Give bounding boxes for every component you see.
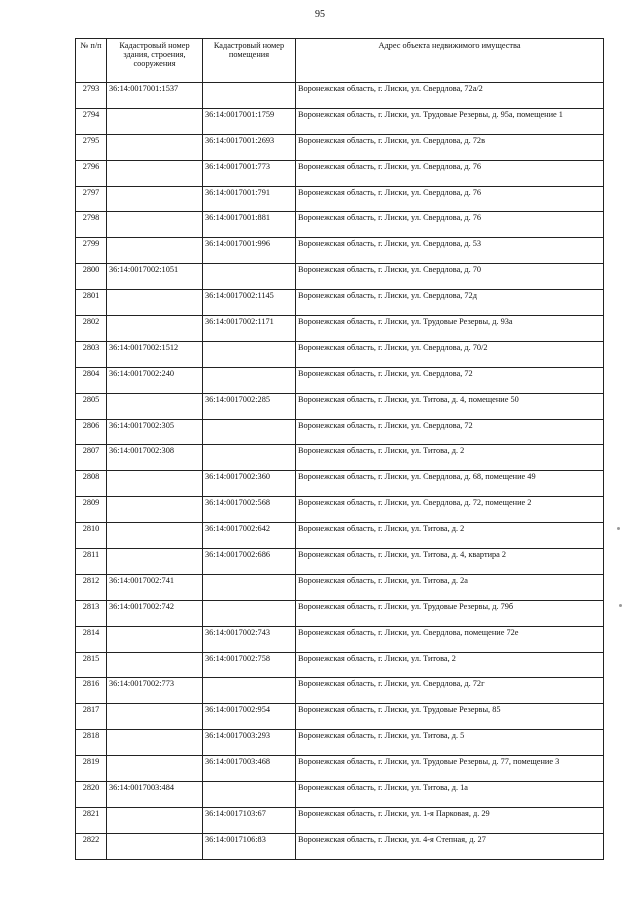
premises-cadastral-cell: 36:14:0017002:360 [203,471,296,497]
address-cell: Воронежская область, г. Лиски, ул. Трудовые Резервы, 85 [296,704,604,730]
building-cadastral-cell [107,549,203,575]
premises-cadastral-cell [203,264,296,290]
table-header-row [76,39,604,83]
building-cadastral-cell [107,238,203,264]
building-cadastral-cell [107,833,203,859]
address-cell: Воронежская область, г. Лиски, ул. Титова, 2 [296,652,604,678]
address-cell: Воронежская область, г. Лиски, ул. Свердлова, 72а/2 [296,83,604,109]
row-number-cell: 2802 [76,316,107,342]
premises-cadastral-cell: 36:14:0017002:954 [203,704,296,730]
row-number-cell: 2822 [76,833,107,859]
building-cadastral-cell [107,290,203,316]
address-cell: Воронежская область, г. Лиски, ул. Трудовые Резервы, д. 77, помещение 3 [296,756,604,782]
building-cadastral-cell [107,186,203,212]
row-number-cell: 2819 [76,756,107,782]
building-cadastral-cell [107,160,203,186]
row-number-cell: 2816 [76,678,107,704]
table-row [76,574,604,600]
building-cadastral-cell [107,523,203,549]
building-cadastral-cell [107,730,203,756]
table-row [76,600,604,626]
table-row [76,341,604,367]
address-cell: Воронежская область, г. Лиски, ул. Трудовые Резервы, д. 95а, помещение 1 [296,108,604,134]
row-number-cell: 2801 [76,290,107,316]
premises-cadastral-cell: 36:14:0017002:285 [203,393,296,419]
building-cadastral-cell: 36:14:0017002:742 [107,600,203,626]
table-row [76,626,604,652]
building-cadastral-cell [107,471,203,497]
address-cell: Воронежская область, г. Лиски, ул. Титова, д. 4, помещение 50 [296,393,604,419]
building-cadastral-cell: 36:14:0017002:773 [107,678,203,704]
header-address: Адрес объекта недвижимого имущества [296,39,604,83]
premises-cadastral-cell: 36:14:0017103:67 [203,807,296,833]
row-number-cell: 2793 [76,83,107,109]
premises-cadastral-cell [203,341,296,367]
address-cell: Воронежская область, г. Лиски, ул. Свердлова, 72 [296,419,604,445]
address-cell: Воронежская область, г. Лиски, ул. Титова, д. 5 [296,730,604,756]
table-row [76,419,604,445]
address-cell: Воронежская область, г. Лиски, ул. Свердлова, д. 72г [296,678,604,704]
premises-cadastral-cell: 36:14:0017003:293 [203,730,296,756]
premises-cadastral-cell: 36:14:0017001:791 [203,186,296,212]
address-cell: Воронежская область, г. Лиски, ул. Свердлова, д. 76 [296,186,604,212]
address-cell: Воронежская область, г. Лиски, ул. 1-я Парковая, д. 29 [296,807,604,833]
table-row [76,807,604,833]
page-number: 95 [315,9,325,20]
building-cadastral-cell: 36:14:0017002:305 [107,419,203,445]
address-cell: Воронежская область, г. Лиски, ул. Титова, д. 2 [296,523,604,549]
row-number-cell: 2815 [76,652,107,678]
table-row [76,730,604,756]
table-row [76,704,604,730]
row-number-cell: 2805 [76,393,107,419]
row-number-cell: 2803 [76,341,107,367]
table-row [76,367,604,393]
row-number-cell: 2817 [76,704,107,730]
table-row [76,497,604,523]
table-row [76,290,604,316]
premises-cadastral-cell: 36:14:0017002:758 [203,652,296,678]
row-number-cell: 2797 [76,186,107,212]
building-cadastral-cell [107,497,203,523]
premises-cadastral-cell [203,445,296,471]
table-row [76,160,604,186]
premises-cadastral-cell: 36:14:0017106:83 [203,833,296,859]
address-cell: Воронежская область, г. Лиски, ул. Титова, д. 2 [296,445,604,471]
building-cadastral-cell [107,134,203,160]
property-registry-table [75,38,604,860]
scan-mark [617,527,620,530]
premises-cadastral-cell: 36:14:0017001:773 [203,160,296,186]
table-row [76,782,604,808]
table-row [76,186,604,212]
header-row-number: № п/п [76,39,107,83]
building-cadastral-cell: 36:14:0017002:741 [107,574,203,600]
address-cell: Воронежская область, г. Лиски, ул. Свердлова, 72д [296,290,604,316]
building-cadastral-cell: 36:14:0017002:1051 [107,264,203,290]
address-cell: Воронежская область, г. Лиски, ул. Свердлова, д. 70 [296,264,604,290]
premises-cadastral-cell [203,83,296,109]
address-cell: Воронежская область, г. Лиски, ул. Свердлова, д. 72в [296,134,604,160]
row-number-cell: 2820 [76,782,107,808]
row-number-cell: 2799 [76,238,107,264]
row-number-cell: 2811 [76,549,107,575]
row-number-cell: 2808 [76,471,107,497]
row-number-cell: 2818 [76,730,107,756]
row-number-cell: 2814 [76,626,107,652]
premises-cadastral-cell [203,367,296,393]
row-number-cell: 2812 [76,574,107,600]
table-row [76,238,604,264]
building-cadastral-cell: 36:14:0017001:1537 [107,83,203,109]
building-cadastral-cell [107,807,203,833]
premises-cadastral-cell [203,419,296,445]
premises-cadastral-cell: 36:14:0017002:1145 [203,290,296,316]
table-row [76,212,604,238]
building-cadastral-cell [107,704,203,730]
table-row [76,549,604,575]
table-row [76,264,604,290]
table-row [76,678,604,704]
row-number-cell: 2798 [76,212,107,238]
premises-cadastral-cell: 36:14:0017001:2693 [203,134,296,160]
row-number-cell: 2809 [76,497,107,523]
address-cell: Воронежская область, г. Лиски, ул. Титова, д. 1а [296,782,604,808]
address-cell: Воронежская область, г. Лиски, ул. 4-я Степная, д. 27 [296,833,604,859]
address-cell: Воронежская область, г. Лиски, ул. Свердлова, д. 70/2 [296,341,604,367]
row-number-cell: 2821 [76,807,107,833]
table-row [76,134,604,160]
building-cadastral-cell: 36:14:0017002:1512 [107,341,203,367]
premises-cadastral-cell: 36:14:0017001:1759 [203,108,296,134]
table-row [76,445,604,471]
premises-cadastral-cell [203,600,296,626]
building-cadastral-cell: 36:14:0017002:240 [107,367,203,393]
row-number-cell: 2806 [76,419,107,445]
table-row [76,471,604,497]
header-building-cadastral-number: Кадастровый номер здания, строения, сооружения [107,39,203,83]
table-body [76,83,604,860]
table-row [76,523,604,549]
table-row [76,393,604,419]
table-row [76,652,604,678]
premises-cadastral-cell: 36:14:0017002:686 [203,549,296,575]
table-row [76,756,604,782]
address-cell: Воронежская область, г. Лиски, ул. Титова, д. 2а [296,574,604,600]
premises-cadastral-cell: 36:14:0017002:743 [203,626,296,652]
address-cell: Воронежская область, г. Лиски, ул. Трудовые Резервы, д. 93а [296,316,604,342]
table-row [76,316,604,342]
row-number-cell: 2810 [76,523,107,549]
address-cell: Воронежская область, г. Лиски, ул. Трудовые Резервы, д. 79б [296,600,604,626]
premises-cadastral-cell [203,574,296,600]
address-cell: Воронежская область, г. Лиски, ул. Свердлова, д. 72, помещение 2 [296,497,604,523]
building-cadastral-cell [107,212,203,238]
building-cadastral-cell: 36:14:0017003:484 [107,782,203,808]
building-cadastral-cell [107,316,203,342]
premises-cadastral-cell: 36:14:0017002:568 [203,497,296,523]
premises-cadastral-cell: 36:14:0017002:1171 [203,316,296,342]
building-cadastral-cell [107,652,203,678]
premises-cadastral-cell: 36:14:0017003:468 [203,756,296,782]
table-row [76,833,604,859]
table-row [76,83,604,109]
table-row [76,108,604,134]
premises-cadastral-cell: 36:14:0017002:642 [203,523,296,549]
building-cadastral-cell [107,393,203,419]
row-number-cell: 2795 [76,134,107,160]
row-number-cell: 2807 [76,445,107,471]
building-cadastral-cell [107,756,203,782]
address-cell: Воронежская область, г. Лиски, ул. Свердлова, 72 [296,367,604,393]
premises-cadastral-cell: 36:14:0017001:881 [203,212,296,238]
scan-mark [619,604,622,607]
address-cell: Воронежская область, г. Лиски, ул. Свердлова, д. 68, помещение 49 [296,471,604,497]
building-cadastral-cell [107,626,203,652]
address-cell: Воронежская область, г. Лиски, ул. Титова, д. 4, квартира 2 [296,549,604,575]
row-number-cell: 2804 [76,367,107,393]
premises-cadastral-cell: 36:14:0017001:996 [203,238,296,264]
row-number-cell: 2796 [76,160,107,186]
address-cell: Воронежская область, г. Лиски, ул. Свердлова, д. 76 [296,212,604,238]
premises-cadastral-cell [203,678,296,704]
row-number-cell: 2800 [76,264,107,290]
row-number-cell: 2794 [76,108,107,134]
premises-cadastral-cell [203,782,296,808]
building-cadastral-cell: 36:14:0017002:308 [107,445,203,471]
address-cell: Воронежская область, г. Лиски, ул. Свердлова, д. 53 [296,238,604,264]
header-premises-cadastral-number: Кадастровый номер помещения [203,39,296,83]
row-number-cell: 2813 [76,600,107,626]
building-cadastral-cell [107,108,203,134]
address-cell: Воронежская область, г. Лиски, ул. Свердлова, помещение 72е [296,626,604,652]
address-cell: Воронежская область, г. Лиски, ул. Свердлова, д. 76 [296,160,604,186]
